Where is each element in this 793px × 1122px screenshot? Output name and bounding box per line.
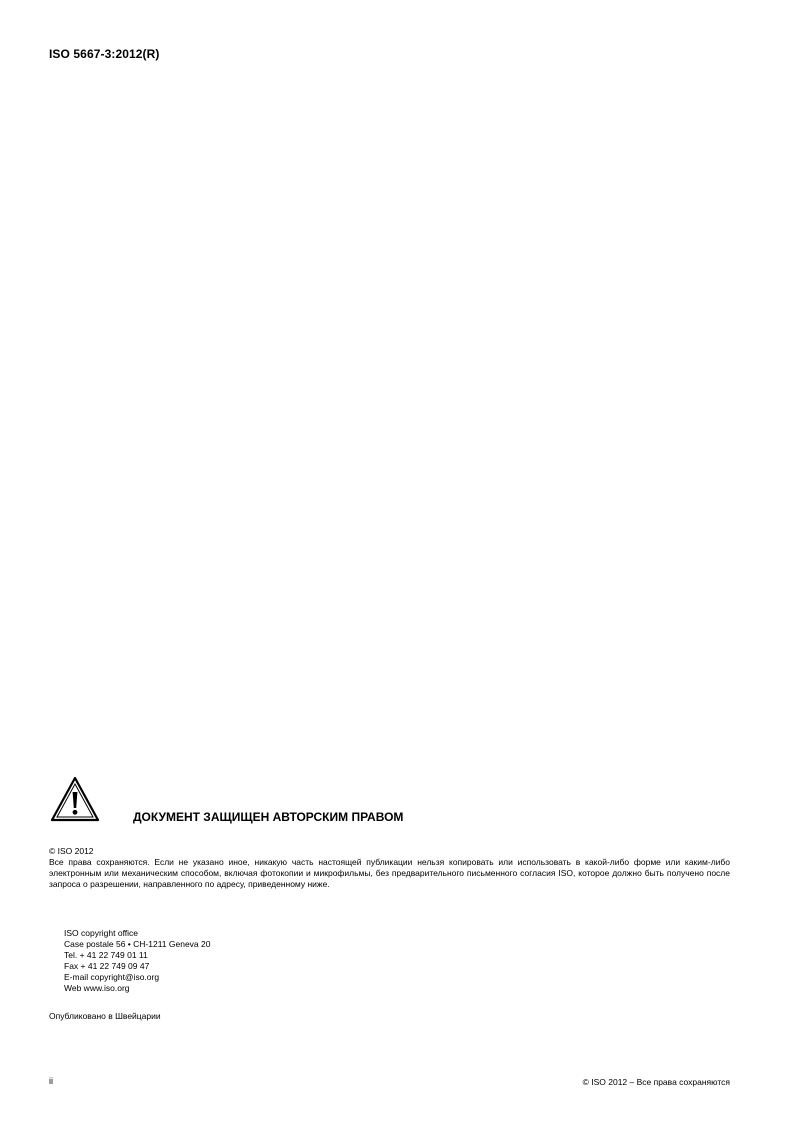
address-postal: Case postale 56 • CH-1211 Geneva 20: [64, 938, 211, 949]
address-web: Web www.iso.org: [64, 982, 130, 993]
document-id: ISO 5667-3:2012(R): [49, 47, 160, 61]
published-line: Опубликовано в Швейцарии: [49, 1011, 161, 1021]
page-number: ii: [49, 1076, 53, 1086]
address-tel: Tel. + 41 22 749 01 11: [64, 949, 148, 960]
address-fax: Fax + 41 22 749 09 47: [64, 960, 150, 971]
address-email: E-mail copyright@iso.org: [64, 971, 160, 982]
warning-triangle-icon: [49, 775, 101, 823]
copyright-year: © ISO 2012: [49, 846, 94, 856]
address-office: ISO copyright office: [64, 928, 139, 938]
copyright-statement: Все права сохраняются. Если не указано иное, никакую часть настоящей публикации нельзя копировать или использовать в какой-либо форме или каким-либо электронным или механическим способом, включая фотокопии и микрофильмы, без предварительного письменного согласия ISO, которое должно быть получено после запроса о разрешении, направленного по адресу, приведенному ниже.: [49, 857, 730, 889]
address-block: [64, 928, 210, 993]
copyright-heading: ДОКУМЕНТ ЗАЩИЩЕН АВТОРСКИМ ПРАВОМ: [133, 810, 404, 824]
footer-copyright: © ISO 2012 – Все права сохраняются: [582, 1077, 730, 1087]
